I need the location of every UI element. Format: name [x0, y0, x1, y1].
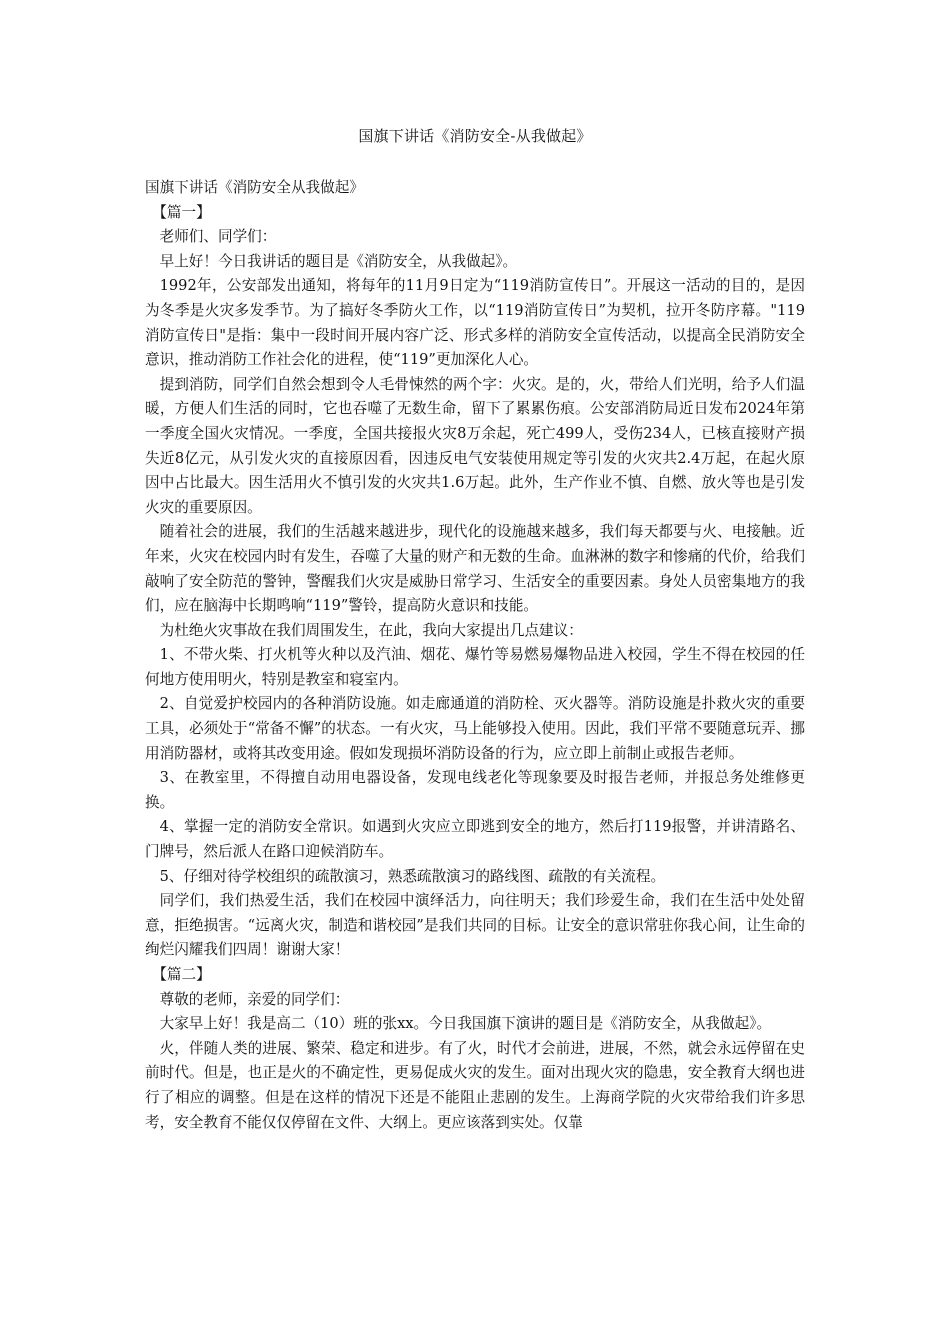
section-heading-part1: 【篇一】 [152, 203, 211, 221]
section-heading-part2: 【篇二】 [152, 966, 211, 983]
paragraph: 同学们，我们热爱生活，我们在校园中演绎活力，向往明天；我们珍爱生命，我们在生活中处处留意，拒绝损害。“远离火灾，制造和谐校园”是我们共同的目标。让安全的意识常驻你我心间，让生命的绚烂闪耀我们四周！谢谢大家！ [145, 892, 805, 959]
document-title: 国旗下讲话《消防安全-从我做起》 [358, 127, 592, 145]
paragraph: 3、在教室里，不得擅自动用电器设备，发现电线老化等现象要及时报告老师，并报总务处维修更换。 [145, 769, 805, 811]
paragraph: 随着社会的进展，我们的生活越来越进步，现代化的设施越来越多，我们每天都要与火、电接触。近年来，火灾在校园内时有发生，吞噬了大量的财产和无数的生命。血淋淋的数字和惨痛的代价，给我们敲响了安全防范的警钟，警醒我们火灾是威胁日常学习、生活安全的重要因素。身处人员密集地方的我们，应在脑海中长期鸣响“119”警铃，提高防火意识和技能。 [145, 523, 805, 615]
paragraph: 早上好！今日我讲话的题目是《消防安全，从我做起》。 [159, 252, 518, 270]
document-subtitle: 国旗下讲话《消防安全从我做起》 [145, 179, 364, 196]
document-body [145, 176, 805, 1135]
paragraph: 火，伴随人类的进展、繁荣、稳定和进步。有了火，时代才会前进，进展，不然，就会永远停留在史前时代。但是，也正是火的不确定性，更易促成火灾的发生。面对出现火灾的隐患，安全教育大纲也进行了相应的调整。但是在这样的情况下还是不能阻止悲剧的发生。上海商学院的火灾带给我们许多思考，安全教育不能仅仅停留在文件、大纲上。更应该落到实处。仅靠 [145, 1039, 805, 1131]
paragraph: 大家早上好！我是高二（10）班的张xx。今日我国旗下演讲的题目是《消防安全，从我做起》。 [159, 1015, 772, 1033]
paragraph: 尊敬的老师，亲爱的同学们： [159, 990, 350, 1008]
paragraph: 4、掌握一定的消防安全常识。如遇到火灾应立即逃到安全的地方，然后打119报警，并讲清路名、门牌号，然后派人在路口迎候消防车。 [145, 818, 805, 861]
paragraph: 2、自觉爱护校园内的各种消防设施。如走廊通道的消防栓、灭火器等。消防设施是扑救火灾的重要工具，必须处于“常备不懈”的状态。一有火灾，马上能够投入使用。因此，我们平常不要随意玩弄、挪用消防器材，或将其改变用途。假如发现损坏消防设备的行为，应立即上前制止或报告老师。 [145, 695, 805, 762]
paragraph: 1992年，公安部发出通知，将每年的11月9日定为“119消防宣传日”。开展这一活动的目的，是因为冬季是火灾多发季节。为了搞好冬季防火工作，以“119消防宣传日”为契机，拉开冬防序幕。"119消防宣传日"是指：集中一段时间开展内容广泛、形式多样的消防安全宣传活动，以提高全民消防安全意识，推动消防工作社会化的进程，使“119”更加深化人心。 [145, 277, 805, 369]
paragraph: 老师们、同学们： [159, 228, 277, 246]
paragraph: 提到消防，同学们自然会想到令人毛骨悚然的两个字：火灾。是的，火，带给人们光明，给予人们温暖，方便人们生活的同时，它也吞噬了无数生命，留下了累累伤痕。公安部消防局近日发布2024年第一季度全国火灾情况。一季度，全国共接报火灾8万余起，死亡499人，受伤234人，已核直接财产损失近8亿元，从引发火灾的直接原因看，因违反电气安装使用规定等引发的火灾共2.4万起，在起火原因中占比最大。因生活用火不慎引发的火灾共1.6万起。此外，生产作业不慎、自燃、放火等也是引发火灾的重要原因。 [145, 375, 805, 516]
paragraph: 为杜绝火灾事故在我们周围发生，在此，我向大家提出几点建议： [159, 621, 583, 639]
paragraph: 1、不带火柴、打火机等火种以及汽油、烟花、爆竹等易燃易爆物品进入校园，学生不得在校园的任何地方使用明火，特别是教室和寝室内。 [145, 646, 805, 688]
paragraph: 5、仔细对待学校组织的疏散演习，熟悉疏散演习的路线图、疏散的有关流程。 [159, 867, 666, 885]
